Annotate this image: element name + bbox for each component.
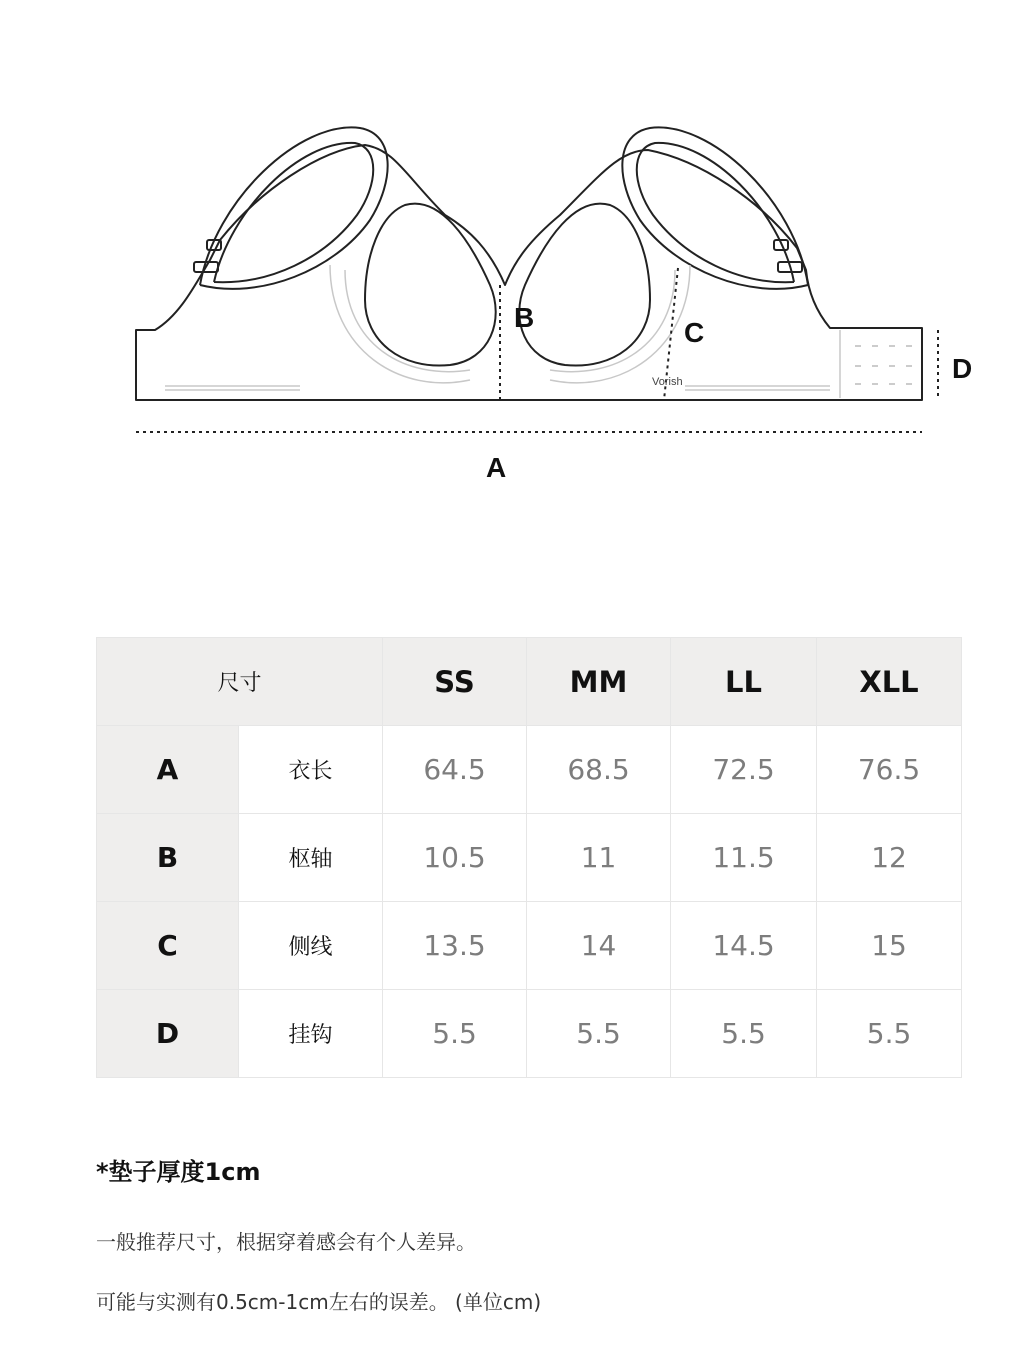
row-value: 12 <box>817 814 962 902</box>
row-value: 5.5 <box>671 990 817 1078</box>
left-cup <box>365 204 496 366</box>
garment-outline <box>136 145 922 400</box>
label-d: D <box>952 353 973 384</box>
measurement-error-note: 可能与实测有0.5cm-1cm左右的误差。 (单位cm) <box>96 1290 542 1314</box>
fit-disclaimer: 一般推荐尺寸，根据穿着感会有个人差异。 <box>96 1230 476 1254</box>
row-value: 68.5 <box>527 726 671 814</box>
pad-thickness-note: *垫子厚度1cm <box>96 1158 261 1186</box>
row-value: 14.5 <box>671 902 817 990</box>
label-c: C <box>684 317 705 348</box>
header-size-ll: LL <box>671 638 817 726</box>
header-size-mm: MM <box>527 638 671 726</box>
row-name: 衣长 <box>239 726 383 814</box>
table-row <box>97 990 962 1078</box>
table-row <box>97 814 962 902</box>
row-value: 64.5 <box>383 726 527 814</box>
header-size-ss: SS <box>383 638 527 726</box>
row-value: 13.5 <box>383 902 527 990</box>
row-value: 72.5 <box>671 726 817 814</box>
row-value: 11 <box>527 814 671 902</box>
row-letter: B <box>97 814 239 902</box>
table-row <box>97 726 962 814</box>
row-value: 5.5 <box>383 990 527 1078</box>
right-cup <box>519 204 650 366</box>
size-table <box>96 637 962 1078</box>
brand-mark: Vorish <box>652 376 683 388</box>
label-b: B <box>514 302 535 333</box>
left-strap-inner <box>214 143 373 282</box>
table-header-row <box>97 638 962 726</box>
row-letter: A <box>97 726 239 814</box>
table-row <box>97 902 962 990</box>
row-name: 挂钩 <box>239 990 383 1078</box>
left-strap <box>200 127 388 288</box>
row-value: 5.5 <box>527 990 671 1078</box>
header-size-label: 尺寸 <box>97 638 383 726</box>
row-value: 5.5 <box>817 990 962 1078</box>
label-a: A <box>486 452 507 483</box>
row-value: 11.5 <box>671 814 817 902</box>
bra-measurement-diagram <box>0 0 1024 520</box>
row-value: 15 <box>817 902 962 990</box>
row-value: 76.5 <box>817 726 962 814</box>
row-value: 14 <box>527 902 671 990</box>
right-strap-inner <box>637 143 794 282</box>
row-name: 枢轴 <box>239 814 383 902</box>
header-size-xll: XLL <box>817 638 962 726</box>
row-letter: D <box>97 990 239 1078</box>
row-name: 侧线 <box>239 902 383 990</box>
row-value: 10.5 <box>383 814 527 902</box>
row-letter: C <box>97 902 239 990</box>
